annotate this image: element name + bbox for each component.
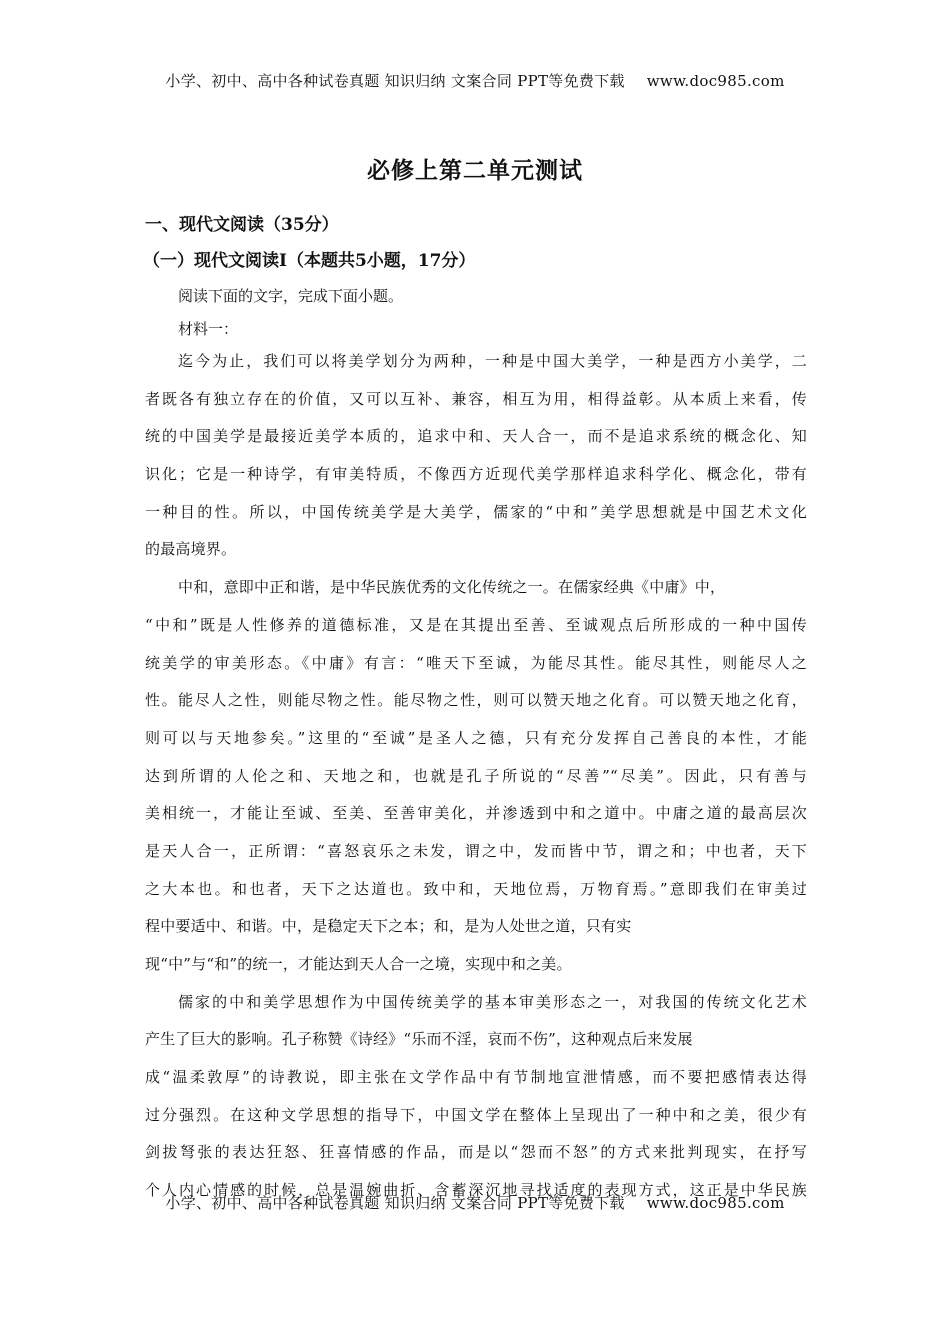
page-header <box>0 70 950 91</box>
passage-line: 则可以与天地参矣。”这里的“至诚”是圣人之德，只有充分发挥自己善良的本性，才能 <box>145 728 807 747</box>
passage-line: “中和”既是人性修养的道德标准，又是在其提出至善、至诚观点后所形成的一种中国传 <box>145 615 807 634</box>
passage-line: 成“温柔敦厚”的诗教说，即主张在文学作品中有节制地宣泄情感，而不要把感情表达得 <box>145 1068 807 1087</box>
passage-line: 美相统一，才能让至诚、至美、至善审美化，并渗透到中和之道中。中庸之道的最高层次 <box>145 804 807 823</box>
passage-line: 产生了巨大的影响。孔子称赞《诗经》“乐而不淫，哀而不伤”，这种观点后来发展 <box>145 1030 693 1049</box>
passage-line: 识化；它是一种诗学，有审美特质，不像西方近现代美学那样追求科学化、概念化，带有 <box>145 465 807 484</box>
footer-site-link[interactable]: www.doc985.com <box>646 1194 785 1212</box>
passage-line: 程中要适中、和谐。中，是稳定天下之本；和，是为人处世之道，只有实 <box>145 917 632 936</box>
header-text: 小学、初中、高中各种试卷真题 知识归纳 文案合同 PPT等免费下载 <box>165 72 625 90</box>
passage-line: 统的中国美学是最接近美学本质的，追求中和、天人合一，而不是追求系统的概念化、知 <box>145 427 807 446</box>
passage-line: 迄今为止，我们可以将美学划分为两种，一种是中国大美学，一种是西方小美学，二 <box>178 352 807 370</box>
page-footer <box>0 1192 950 1213</box>
document-title: 必修上第二单元测试 <box>367 157 583 184</box>
passage-line: 者既各有独立存在的价值，又可以互补、兼容，相互为用，相得益彰。从本质上来看，传 <box>145 389 807 408</box>
passage-line: 儒家的中和美学思想作为中国传统美学的基本审美形态之一，对我国的传统文化艺术 <box>178 992 807 1011</box>
passage-line: 达到所谓的人伦之和、天地之和，也就是孔子所说的“尽善”“尽美”。因此，只有善与 <box>145 766 807 785</box>
passage-line: 剑拔弩张的表达狂怒、狂喜情感的作品，而是以“怨而不怒”的方式来批判现实，在抒写 <box>145 1143 807 1162</box>
section-heading-modern-reading: 一、现代文阅读（35分） <box>145 215 339 235</box>
passage-line: 个人内心情感的时候，总是温婉曲折、含蓄深沉地寻找适度的表现方式，这正是中华民族 <box>145 1181 807 1200</box>
passage-line: 中和，意即中正和谐，是中华民族优秀的文化传统之一。在儒家经典《中庸》中， <box>178 578 726 597</box>
header-site-link[interactable]: www.doc985.com <box>646 72 785 90</box>
passage-line: 现“中”与“和”的统一，才能达到天人合一之境，实现中和之美。 <box>145 955 572 973</box>
passage-line: 之大本也。和也者，天下之达道也。致中和，天地位焉，万物育焉。”意即我们在审美过 <box>145 879 807 898</box>
reading-instruction: 阅读下面的文字，完成下面小题。 <box>178 287 404 305</box>
footer-text: 小学、初中、高中各种试卷真题 知识归纳 文案合同 PPT等免费下载 <box>165 1194 625 1212</box>
passage-line: 性。能尽人之性，则能尽物之性。能尽物之性，则可以赞天地之化育。可以赞天地之化育， <box>145 691 807 710</box>
passage-line: 的最高境界。 <box>145 540 237 559</box>
passage-line: 统美学的审美形态。《中庸》有言：“唯天下至诚，为能尽其性。能尽其性，则能尽人之 <box>145 653 807 672</box>
passage-line: 一种目的性。所以，中国传统美学是大美学，儒家的“中和”美学思想就是中国艺术文化 <box>145 502 807 521</box>
subsection-heading-reading-1: （一）现代文阅读Ⅰ（本题共5小题，17分） <box>143 251 476 271</box>
passage-body <box>145 350 807 1217</box>
passage-line: 是天人合一，正所谓：“喜怒哀乐之未发，谓之中，发而皆中节，谓之和；中也者，天下 <box>145 841 807 860</box>
passage-line: 过分强烈。在这种文学思想的指导下，中国文学在整体上呈现出了一种中和之美，很少有 <box>145 1105 807 1124</box>
material-label: 材料一： <box>178 320 239 338</box>
